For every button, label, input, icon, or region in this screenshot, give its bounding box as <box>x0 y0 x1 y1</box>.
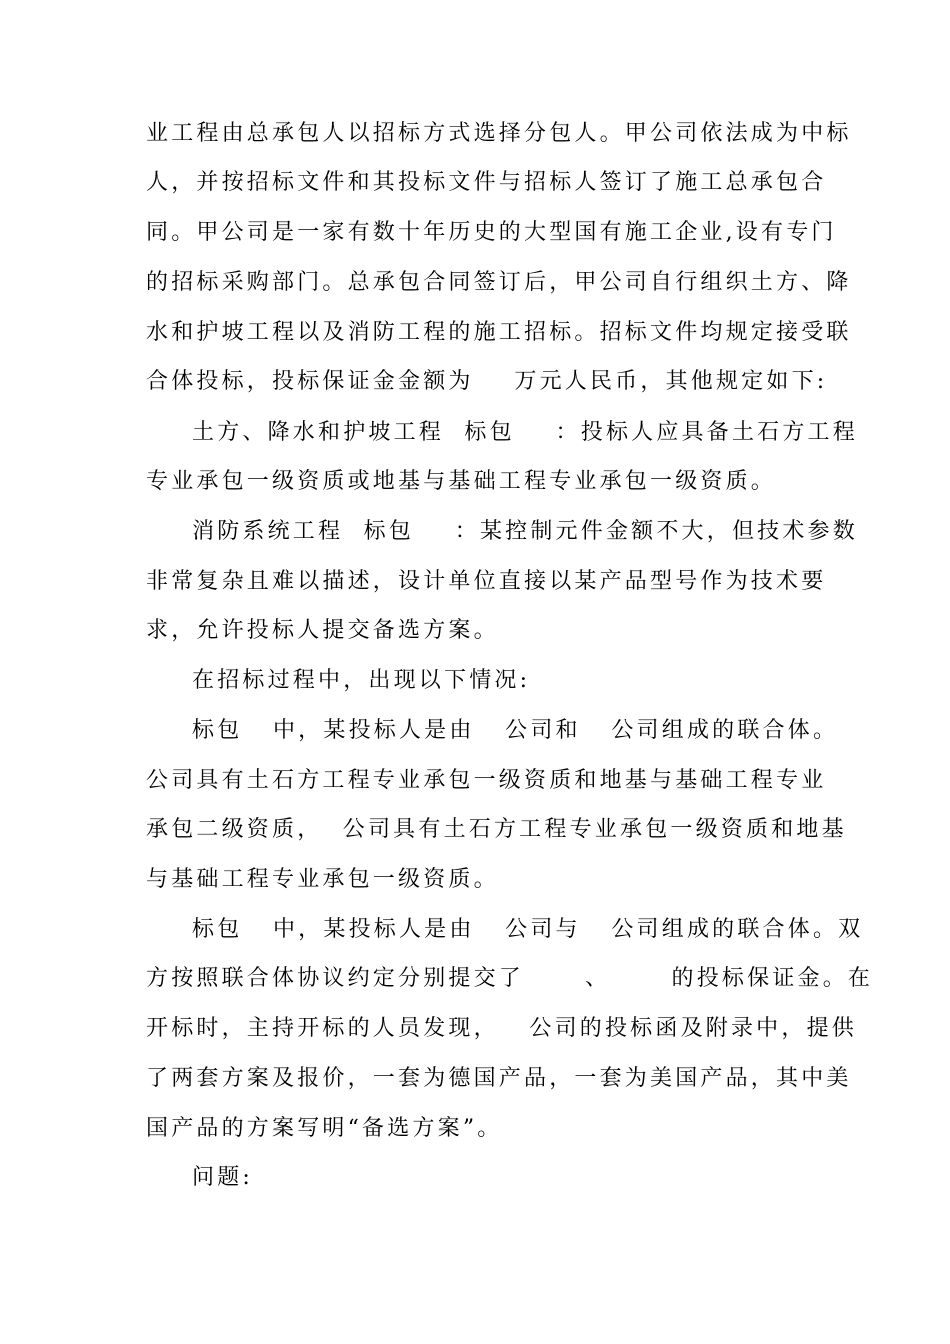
text-line-11: 求，允许投标人提交备选方案。 <box>146 618 499 643</box>
text-line-6: 合体投标，投标保证金金额为 万元人民币，其他规定如下: <box>146 369 828 394</box>
text-line-14: 公司具有土石方工程专业承包一级资质和地基与基础工程专业 <box>146 768 827 793</box>
text-line-19: 开标时，主持开标的人员发现， 公司的投标函及附录中，提供 <box>146 1016 857 1041</box>
text-line-13: 标包 中，某投标人是由 公司和 公司组成的联合体。 <box>192 718 839 743</box>
text-line-5: 水和护坡工程以及消防工程的施工招标。招标文件均规定接受联 <box>146 320 852 345</box>
text-line-8: 专业承包一级资质或地基与基础工程专业承包一级资质。 <box>146 469 777 494</box>
text-line-16: 与基础工程专业承包一级资质。 <box>146 867 499 892</box>
text-line-3: 同。甲公司是一家有数十年历史的大型国有施工企业,设有专门 <box>146 220 837 245</box>
text-line-18: 方按照联合体协议约定分别提交了 、 的投标保证金。在 <box>146 966 874 991</box>
text-line-10: 非常复杂且难以描述，设计单位直接以某产品型号作为技术要 <box>146 569 827 594</box>
text-line-12: 在招标过程中，出现以下情况: <box>192 668 531 693</box>
text-line-21: 国产品的方案写明“备选方案”。 <box>146 1116 503 1141</box>
text-line-2: 人，并按招标文件和其投标文件与招标人签订了施工总承包合 <box>146 170 827 195</box>
text-line-7: 土方、降水和护坡工程 标包 ：投标人应具备土石方工程 <box>192 420 858 445</box>
text-line-22: 问题: <box>192 1165 254 1190</box>
text-line-15: 承包二级资质， 公司具有土石方工程专业承包一级资质和地基 <box>146 817 847 842</box>
text-line-17: 标包 中，某投标人是由 公司与 公司组成的联合体。双 <box>192 917 864 942</box>
text-line-1: 业工程由总承包人以招标方式选择分包人。甲公司依法成为中标 <box>146 121 852 146</box>
text-line-4: 的招标采购部门。总承包合同签订后，甲公司自行组织土方、降 <box>146 270 852 295</box>
text-line-20: 了两套方案及报价，一套为德国产品，一套为美国产品，其中美 <box>146 1066 852 1091</box>
text-line-9: 消防系统工程 标包 ：某控制元件金额不大，但技术参数 <box>192 519 858 544</box>
